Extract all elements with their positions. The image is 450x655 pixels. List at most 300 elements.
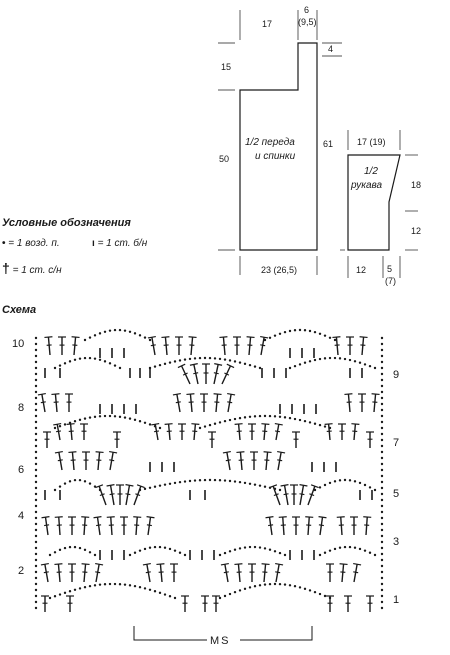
chain-stitch (309, 421, 311, 423)
chain-stitch (314, 591, 316, 593)
row-number-7: 7 (393, 437, 400, 449)
dc-stitch (228, 394, 231, 412)
dc-stitch-bar (214, 373, 219, 374)
dc-stitch (96, 564, 99, 582)
chain-stitch (381, 547, 383, 549)
chain-stitch (339, 479, 341, 481)
chain-stitch (294, 365, 296, 367)
chain-stitch (279, 416, 281, 418)
chain-stitch (89, 336, 91, 338)
chain-stitch (304, 329, 306, 331)
dc-stitch (59, 517, 60, 535)
dc-stitch-top (219, 337, 227, 338)
chain-stitch (294, 585, 296, 587)
chain-stitch (35, 361, 37, 363)
dc-stitch-bar (109, 460, 114, 461)
chain-stitch (381, 607, 383, 609)
chain-stitch (254, 546, 256, 548)
chain-stitch (59, 425, 61, 427)
chain-stitch (244, 363, 246, 365)
chain-stitch (264, 485, 266, 487)
chain-stitch (35, 517, 37, 519)
chain-stitch (244, 482, 246, 484)
dc-stitch-top (190, 364, 198, 366)
chain-stitch (314, 359, 316, 361)
dc-stitch (84, 517, 85, 535)
chain-stitch (94, 416, 96, 418)
chain-stitch (64, 482, 66, 484)
chain-stitch (74, 479, 76, 481)
dc-stitch-top (372, 394, 380, 395)
dc-stitch (227, 452, 230, 470)
dc-stitch (276, 424, 279, 440)
chain-stitch (324, 484, 326, 486)
chain-stitch (84, 417, 86, 419)
chain-stitch (35, 421, 37, 423)
chain-stitch (35, 547, 37, 549)
chain-stitch (244, 416, 246, 418)
chain-stitch (94, 485, 96, 487)
chain-stitch (119, 583, 121, 585)
chain-stitch (184, 358, 186, 360)
crochet-chart (35, 329, 383, 612)
legend-row-chain (2, 238, 60, 249)
chain-stitch (199, 357, 201, 359)
dc-stitch (148, 517, 151, 535)
dc-stitch (71, 424, 72, 440)
dc-stitch-top (305, 517, 313, 518)
chain-stitch (294, 329, 296, 331)
chain-stitch (64, 423, 66, 425)
dc-stitch (74, 337, 76, 355)
chain-stitch (381, 343, 383, 345)
chain-stitch (279, 333, 281, 335)
chain-stitch (84, 357, 86, 359)
chain-stitch (189, 480, 191, 482)
dc-stitch (165, 337, 167, 355)
dc-stitch (147, 564, 150, 582)
dc-stitch-top (275, 564, 283, 565)
chain-stitch (324, 334, 326, 336)
dc-stitch-top (277, 452, 285, 453)
chain-stitch (104, 415, 106, 417)
chain-stitch (144, 548, 146, 550)
chain-stitch (209, 357, 211, 359)
chain-stitch (35, 583, 37, 585)
chain-stitch (214, 479, 216, 481)
chain-stitch (134, 585, 136, 587)
chain-stitch (381, 499, 383, 501)
dc-stitch (190, 394, 192, 412)
chain-stitch (309, 360, 311, 362)
chain-stitch (189, 358, 191, 360)
chain-stitch (381, 475, 383, 477)
dc-stitch (169, 424, 170, 440)
body-shoulder-alt: (9,5) (298, 17, 317, 27)
dc-stitch (152, 337, 155, 355)
chain-stitch (254, 585, 256, 587)
chain-stitch (309, 330, 311, 332)
chain-stitch (344, 479, 346, 481)
chain-stitch (259, 367, 261, 369)
chain-stitch (339, 547, 341, 549)
dc-stitch-bar (147, 525, 152, 526)
chain-stitch (264, 583, 266, 585)
chain-stitch (364, 484, 366, 486)
dc-stitch (264, 424, 265, 440)
dc-stitch-top (363, 517, 371, 518)
chain-stitch (381, 409, 383, 411)
chain-stitch (299, 329, 301, 331)
dc-stitch (126, 485, 129, 505)
dc-stitch-bar (56, 431, 61, 432)
chain-stitch (74, 589, 76, 591)
chain-stitch (381, 523, 383, 525)
dc-stitch-top (42, 517, 50, 518)
dc-stitch (225, 564, 228, 582)
sleeve-bottom-width: 12 (356, 265, 367, 275)
chain-stitch (184, 480, 186, 482)
chain-stitch (324, 425, 326, 427)
chain-stitch (54, 427, 56, 429)
chain-stitch (239, 417, 241, 419)
dc-stitch (240, 452, 242, 470)
dc-stitch-top (236, 452, 244, 453)
chain-stitch (269, 415, 271, 417)
dc-stitch-top (191, 424, 199, 425)
chain-stitch (381, 421, 383, 423)
dc-stitch-top (44, 337, 52, 338)
chain-stitch (381, 553, 383, 555)
chain-stitch (64, 362, 66, 364)
dc-stitch (214, 364, 218, 384)
chain-stitch (329, 427, 331, 429)
chain-stitch (274, 488, 276, 490)
chain-stitch (289, 584, 291, 586)
sleeve-upper-height: 18 (411, 180, 422, 190)
dc-stitch-top (235, 424, 243, 425)
dc-stitch-bar (227, 402, 232, 403)
dc-stitch-bar (226, 460, 231, 461)
chain-stitch (381, 457, 383, 459)
dc-stitch (194, 364, 198, 384)
chain-stitch (54, 595, 56, 597)
body-neck-depth: 15 (221, 62, 232, 72)
chain-stitch (381, 391, 383, 393)
chain-stitch (84, 586, 86, 588)
chain-stitch (381, 565, 383, 567)
legend-dc-text: = 1 ст. с/н (12, 265, 62, 276)
chain-stitch (224, 595, 226, 597)
dc-stitch-bar (176, 402, 181, 403)
chain-stitch (329, 597, 331, 599)
dc-stitch (191, 337, 193, 355)
chain-stitch (119, 416, 121, 418)
row-number-10: 10 (12, 338, 25, 350)
row-number-3: 3 (393, 536, 400, 548)
chain-stitch (304, 362, 306, 364)
chain-stitch (329, 549, 331, 551)
dc-stitch-bar (96, 525, 101, 526)
chain-stitch (114, 583, 116, 585)
dc-stitch-bar (224, 572, 229, 573)
chain-stitch (35, 427, 37, 429)
dc-stitch-top (107, 517, 115, 518)
dc-stitch-top (41, 564, 49, 565)
dc-stitch (320, 517, 323, 535)
chain-stitch (299, 586, 301, 588)
dc-stitch-top (53, 424, 61, 425)
dc-stitch-top (214, 364, 222, 366)
chain-stitch (234, 418, 236, 420)
dc-stitch (249, 337, 251, 355)
dc-stitch-top (81, 517, 89, 518)
sleeve-bottom-extra: 5 (387, 264, 393, 274)
chain-stitch (381, 355, 383, 357)
chain-stitch (84, 339, 86, 341)
chain-stitch (269, 583, 271, 585)
chain-stitch (59, 549, 61, 551)
dc-stitch (98, 452, 100, 470)
chain-stitch (334, 357, 336, 359)
dc-stitch (111, 517, 112, 535)
dc-stitch (55, 394, 57, 412)
chain-stitch (99, 415, 101, 417)
chain-stitch (339, 357, 341, 359)
chain-stitch (114, 415, 116, 417)
chain-stitch (139, 489, 141, 491)
chain-stitch (69, 590, 71, 592)
dc-stitch-top (147, 517, 155, 518)
chain-stitch (54, 367, 56, 369)
chain-stitch (149, 423, 151, 425)
dc-stitch (266, 452, 268, 470)
chain-stitch (274, 550, 276, 552)
dc-stitch (300, 485, 303, 505)
dc-stitch (336, 337, 338, 355)
chain-stitch (169, 548, 171, 550)
dc-stitch-top (72, 337, 80, 338)
body-side-height: 61 (323, 139, 334, 149)
chain-stitch (369, 552, 371, 554)
chain-stitch (324, 552, 326, 554)
dc-stitch-top (351, 424, 359, 425)
chain-stitch (274, 334, 276, 336)
chain-stitch (35, 559, 37, 561)
body-total-height: 50 (219, 154, 230, 164)
dc-stitch-top (344, 394, 352, 395)
chain-stitch (154, 485, 156, 487)
chain-stitch (124, 329, 126, 331)
chain-stitch (269, 487, 271, 489)
chain-stitch (229, 550, 231, 552)
chain-stitch (244, 588, 246, 590)
body-label-line2: и спинки (255, 151, 296, 162)
chain-stitch (174, 482, 176, 484)
dc-stitch-top (51, 394, 59, 395)
chain-stitch (329, 337, 331, 339)
dc-stitch-bar (275, 431, 280, 432)
row-number-1: 1 (393, 594, 400, 606)
chain-stitch (229, 480, 231, 482)
dc-stitch (308, 517, 309, 535)
chain-stitch (381, 595, 383, 597)
chain-stitch (144, 336, 146, 338)
dc-stitch-top (94, 517, 102, 518)
chain-stitch (219, 597, 221, 599)
chain-stitch (184, 554, 186, 556)
chain-stitch (35, 595, 37, 597)
chain-stitch (144, 587, 146, 589)
dc-stitch (182, 366, 190, 384)
dc-stitch (366, 517, 367, 535)
dc-stitch-top (247, 337, 255, 338)
chain-stitch (79, 419, 81, 421)
chain-stitch (219, 554, 221, 556)
chain-stitch (104, 360, 106, 362)
dc-stitch-bar (154, 431, 159, 432)
dc-stitch-top (234, 564, 242, 565)
dc-stitch-bar (146, 572, 151, 573)
chain-stitch (35, 451, 37, 453)
chain-stitch (54, 489, 56, 491)
dc-stitch (84, 564, 86, 582)
chain-stitch (35, 403, 37, 405)
chain-stitch (359, 482, 361, 484)
chain-stitch (149, 547, 151, 549)
chain-stitch (234, 548, 236, 550)
dc-stitch (42, 394, 45, 412)
row-number-4: 4 (18, 510, 25, 522)
dc-stitch (45, 517, 48, 535)
dc-stitch-top (156, 564, 164, 565)
chain-stitch (284, 331, 286, 333)
chain-stitch (344, 358, 346, 360)
chain-stitch (319, 333, 321, 335)
chain-stitch (35, 373, 37, 375)
chain-stitch (159, 484, 161, 486)
chain-stitch (35, 385, 37, 387)
chain-stitch (159, 546, 161, 548)
chain-stitch (154, 425, 156, 427)
chain-stitch (35, 481, 37, 483)
chain-stitch (74, 420, 76, 422)
dc-stitch (342, 564, 344, 582)
row-number-8: 8 (18, 402, 25, 414)
chain-stitch (381, 559, 383, 561)
chain-stitch (94, 357, 96, 359)
dc-stitch (354, 564, 357, 582)
chain-stitch (35, 433, 37, 435)
sleeve-lower-height: 12 (411, 226, 422, 236)
chain-stitch (174, 549, 176, 551)
chain-stitch (174, 360, 176, 362)
body-top-width: 17 (262, 19, 273, 29)
chain-stitch (54, 551, 56, 553)
dc-stitch-top (126, 485, 134, 486)
dc-stitch (283, 517, 284, 535)
chain-stitch (299, 363, 301, 365)
dc-stitch (269, 517, 272, 535)
chain-stitch (381, 469, 383, 471)
chain-stitch (35, 505, 37, 507)
chain-stitch (274, 415, 276, 417)
chain-stitch (139, 334, 141, 336)
chain-stitch (374, 554, 376, 556)
dc-stitch (329, 424, 330, 440)
dc-stitch (160, 564, 162, 582)
dc-stitch-top (360, 337, 368, 338)
chain-stitch (89, 416, 91, 418)
chain-stitch (279, 583, 281, 585)
chain-stitch (59, 364, 61, 366)
dc-stitch (239, 424, 240, 440)
chain-stitch (89, 551, 91, 553)
chain-stitch (129, 331, 131, 333)
dc-stitch (110, 452, 113, 470)
dc-stitch-bar (41, 402, 46, 403)
chain-stitch (35, 607, 37, 609)
dc-stitch-top (221, 564, 229, 565)
chain-stitch (154, 590, 156, 592)
chain-stitch (239, 589, 241, 591)
chain-stitch (69, 360, 71, 362)
chain-stitch (319, 554, 321, 556)
chain-stitch (109, 329, 111, 331)
chain-stitch (124, 416, 126, 418)
chain-stitch (35, 511, 37, 513)
chain-stitch (35, 409, 37, 411)
chain-stitch (381, 601, 383, 603)
chain-stitch (234, 591, 236, 593)
chain-stitch (214, 357, 216, 359)
dc-stitch-top (95, 564, 103, 565)
chain-stitch (149, 339, 151, 341)
chain-stitch (119, 329, 121, 331)
chain-stitch (154, 546, 156, 548)
chain-stitch (35, 529, 37, 531)
chain-stitch (381, 403, 383, 405)
chain-stitch (35, 367, 37, 369)
chain-stitch (35, 463, 37, 465)
dc-stitch (72, 452, 74, 470)
row-number-6: 6 (18, 464, 25, 476)
chain-stitch (381, 415, 383, 417)
chain-stitch (381, 589, 383, 591)
sleeve-dimension-lines (348, 130, 418, 278)
chain-stitch (35, 589, 37, 591)
chain-stitch (314, 423, 316, 425)
chain-stitch (129, 584, 131, 586)
chain-stitch (35, 457, 37, 459)
dc-stitch-bar (277, 460, 282, 461)
dc-stitch-top (96, 452, 104, 453)
chain-stitch (381, 481, 383, 483)
chain-stitch (319, 358, 321, 360)
chain-stitch (294, 418, 296, 420)
chain-stitch (249, 364, 251, 366)
dc-stitch-top (107, 485, 115, 486)
chain-stitch (289, 417, 291, 419)
dc-stitch (111, 485, 114, 505)
chain-stitch (169, 595, 171, 597)
chain-stitch (199, 427, 201, 429)
chain-stitch (381, 379, 383, 381)
dc-stitch-bar (44, 525, 49, 526)
legend-sc-text: = 1 ст. б/н (97, 238, 148, 249)
dc-stitch-top (133, 517, 141, 518)
chain-stitch (284, 583, 286, 585)
